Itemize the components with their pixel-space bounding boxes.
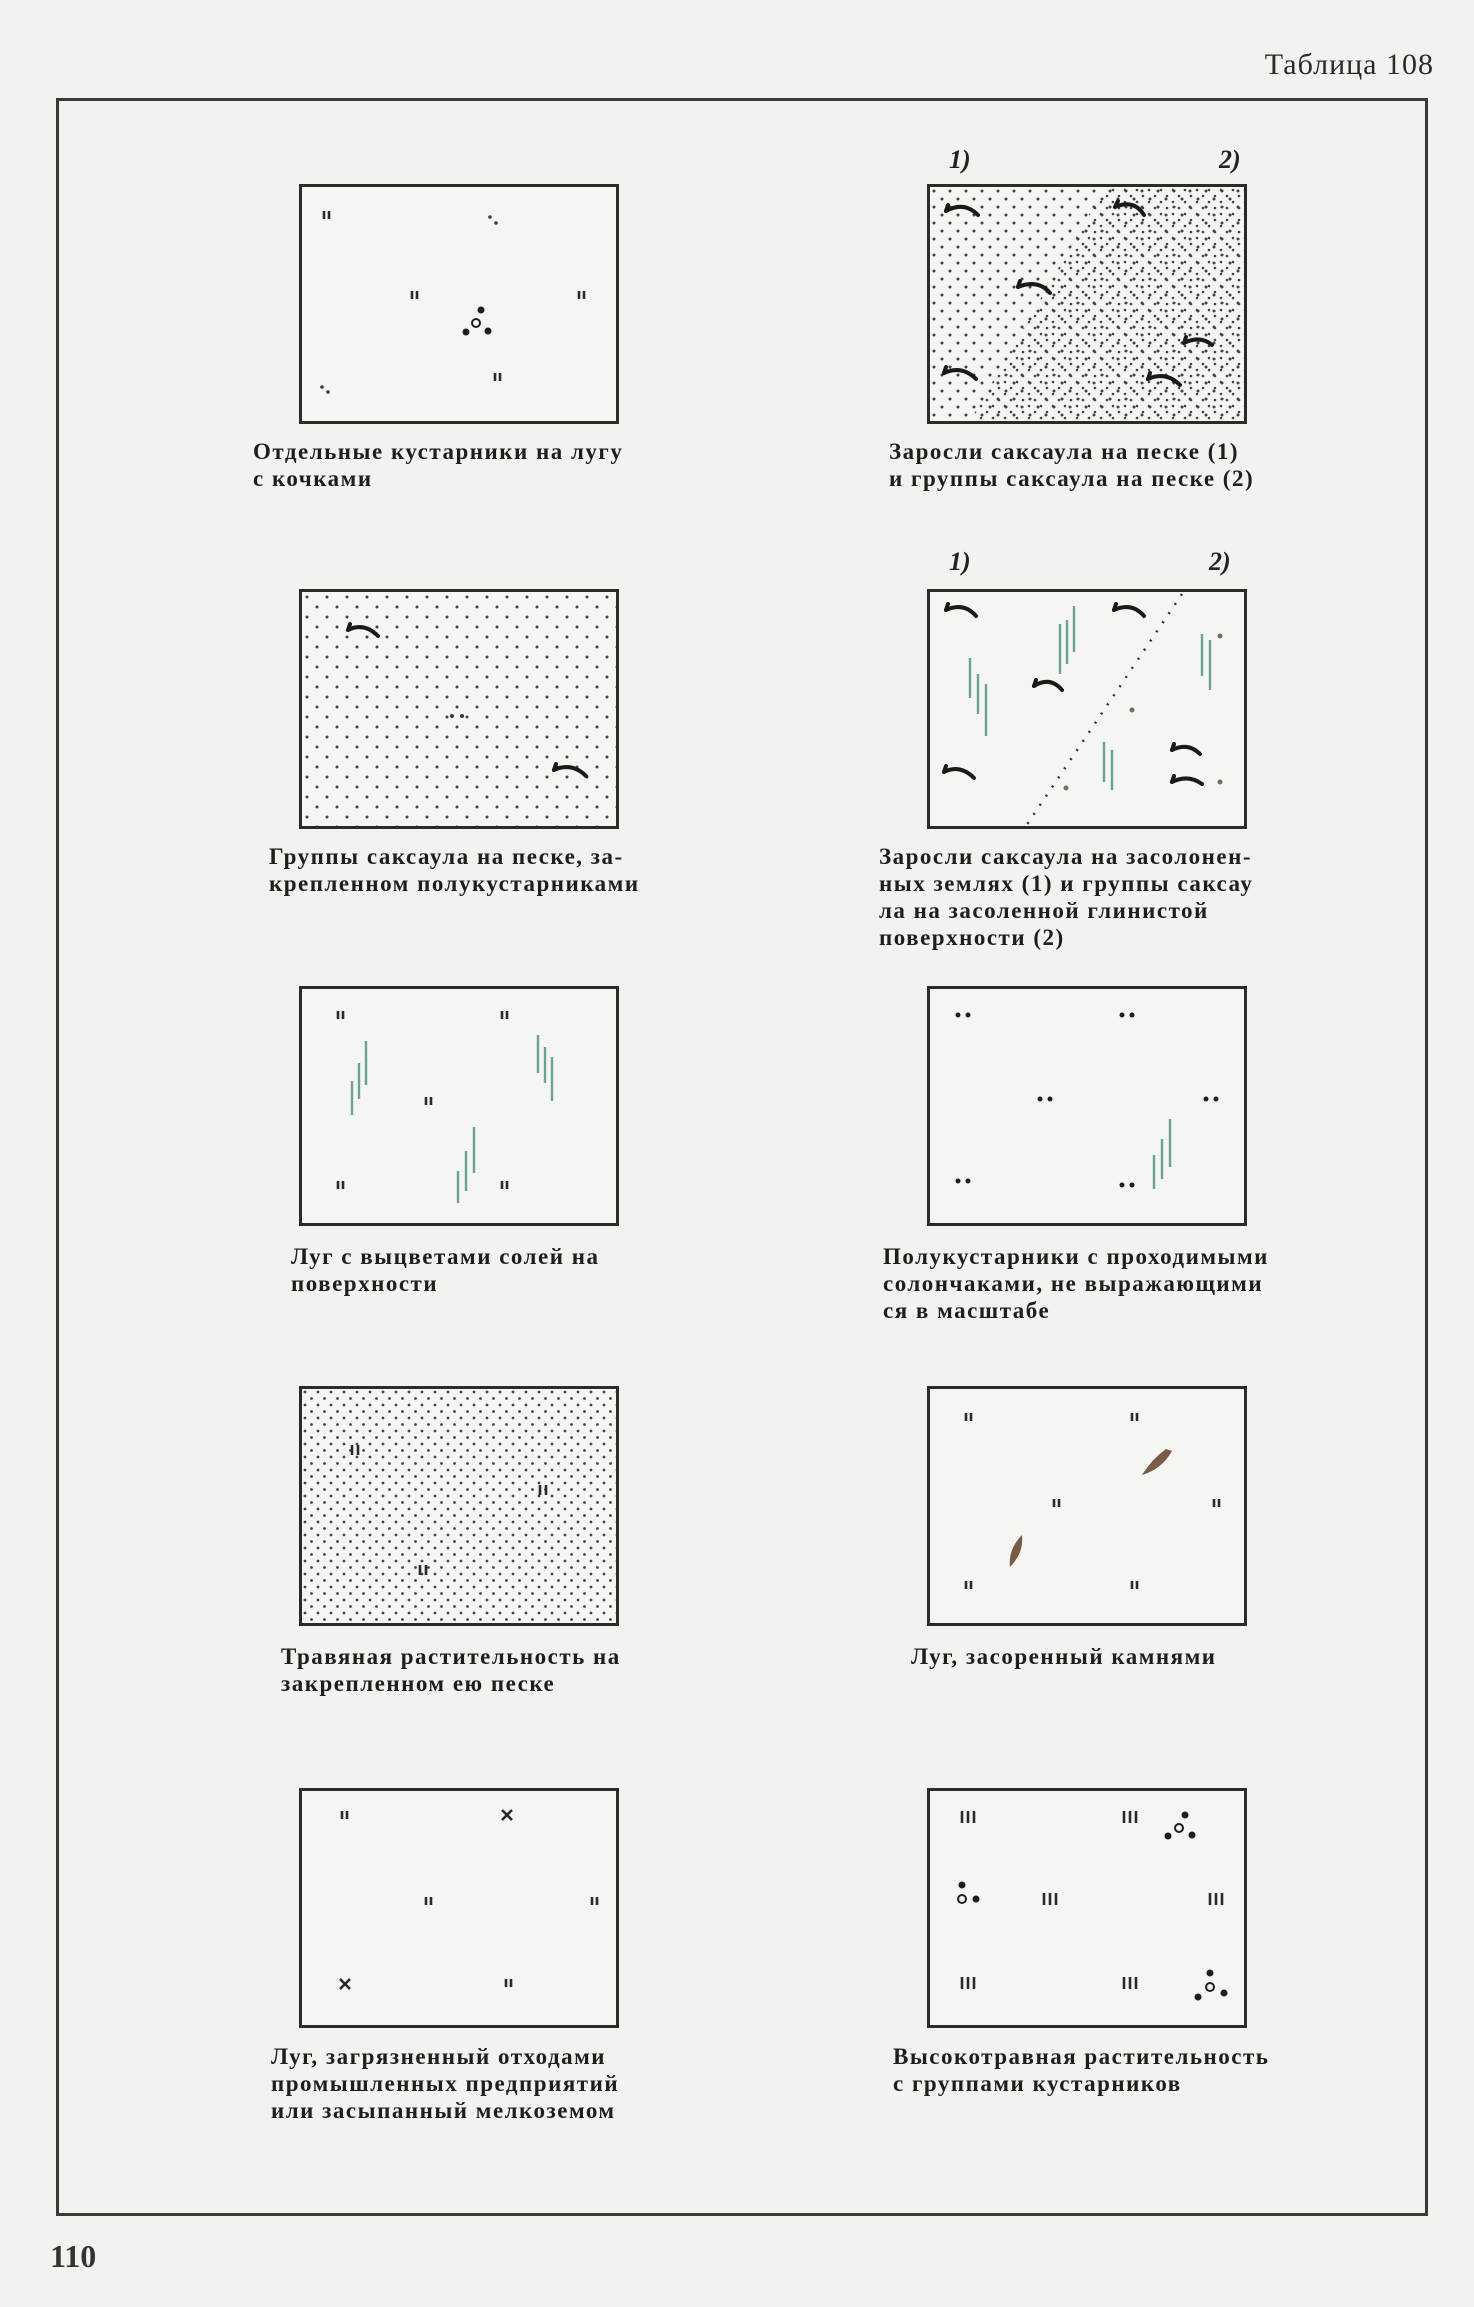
symbol-salt-meadow-graphic [302,989,616,1223]
page-number: 110 [50,2238,97,2274]
symbol-caption: Луг, загрязненный отходами промышленных предприятий или засыпанный мелкоземом [271,2044,620,2123]
symbol-caption: Полукустарники с проходимыми солончаками, не выражающими ся в масштабе [883,1244,1269,1323]
symbol-marker: 2) [1219,145,1241,174]
symbol-shrubs-meadow-graphic [302,187,616,421]
symbol-caption: Травяная растительность на закрепленном ею песке [281,1644,621,1696]
symbol-box [299,184,619,424]
symbol-caption: Луг, засоренный камнями [911,1644,1217,1669]
symbol-box [927,1386,1247,1626]
symbol-caption: Группы саксаула на песке, за- крепленном полукустарниками [269,844,640,896]
symbol-caption: Высокотравная растительность с группами кустарников [893,2044,1270,2096]
symbol-box [299,1788,619,2028]
symbol-marker: 1) [949,145,971,174]
symbol-box [299,986,619,1226]
symbol-caption: Луг с выцветами солей на поверхности [291,1244,600,1296]
symbol-stony-meadow-graphic [930,1389,1244,1623]
symbol-box [299,1386,619,1626]
symbol-box [927,986,1247,1226]
symbol-marker: 1) [949,547,971,576]
symbol-box [299,589,619,829]
symbol-saxaul-groups-graphic [302,592,616,826]
symbol-box [927,184,1247,424]
symbol-tall-grass-graphic [930,1791,1244,2025]
symbol-caption: Отдельные кустарники на лугу с кочками [253,439,624,491]
symbol-saxaul-saline-graphic [930,592,1244,826]
symbol-saxaul-sand-graphic [930,187,1244,421]
table-label: Таблица 108 [1264,48,1434,81]
symbol-grass-sand-graphic [302,1389,616,1623]
symbol-box [927,1788,1247,2028]
symbols-frame [56,98,1428,2216]
symbol-semishrubs-solonchak-graphic [930,989,1244,1223]
symbol-marker: 2) [1209,547,1231,576]
symbol-caption: Заросли саксаула на засолонен- ных землях (1) и группы саксау ла на засоленной глинистой поверхности (2) [879,844,1254,950]
symbol-polluted-meadow-graphic [302,1791,616,2025]
symbol-box [927,589,1247,829]
symbol-caption: Заросли саксаула на песке (1) и группы саксаула на песке (2) [889,439,1255,491]
